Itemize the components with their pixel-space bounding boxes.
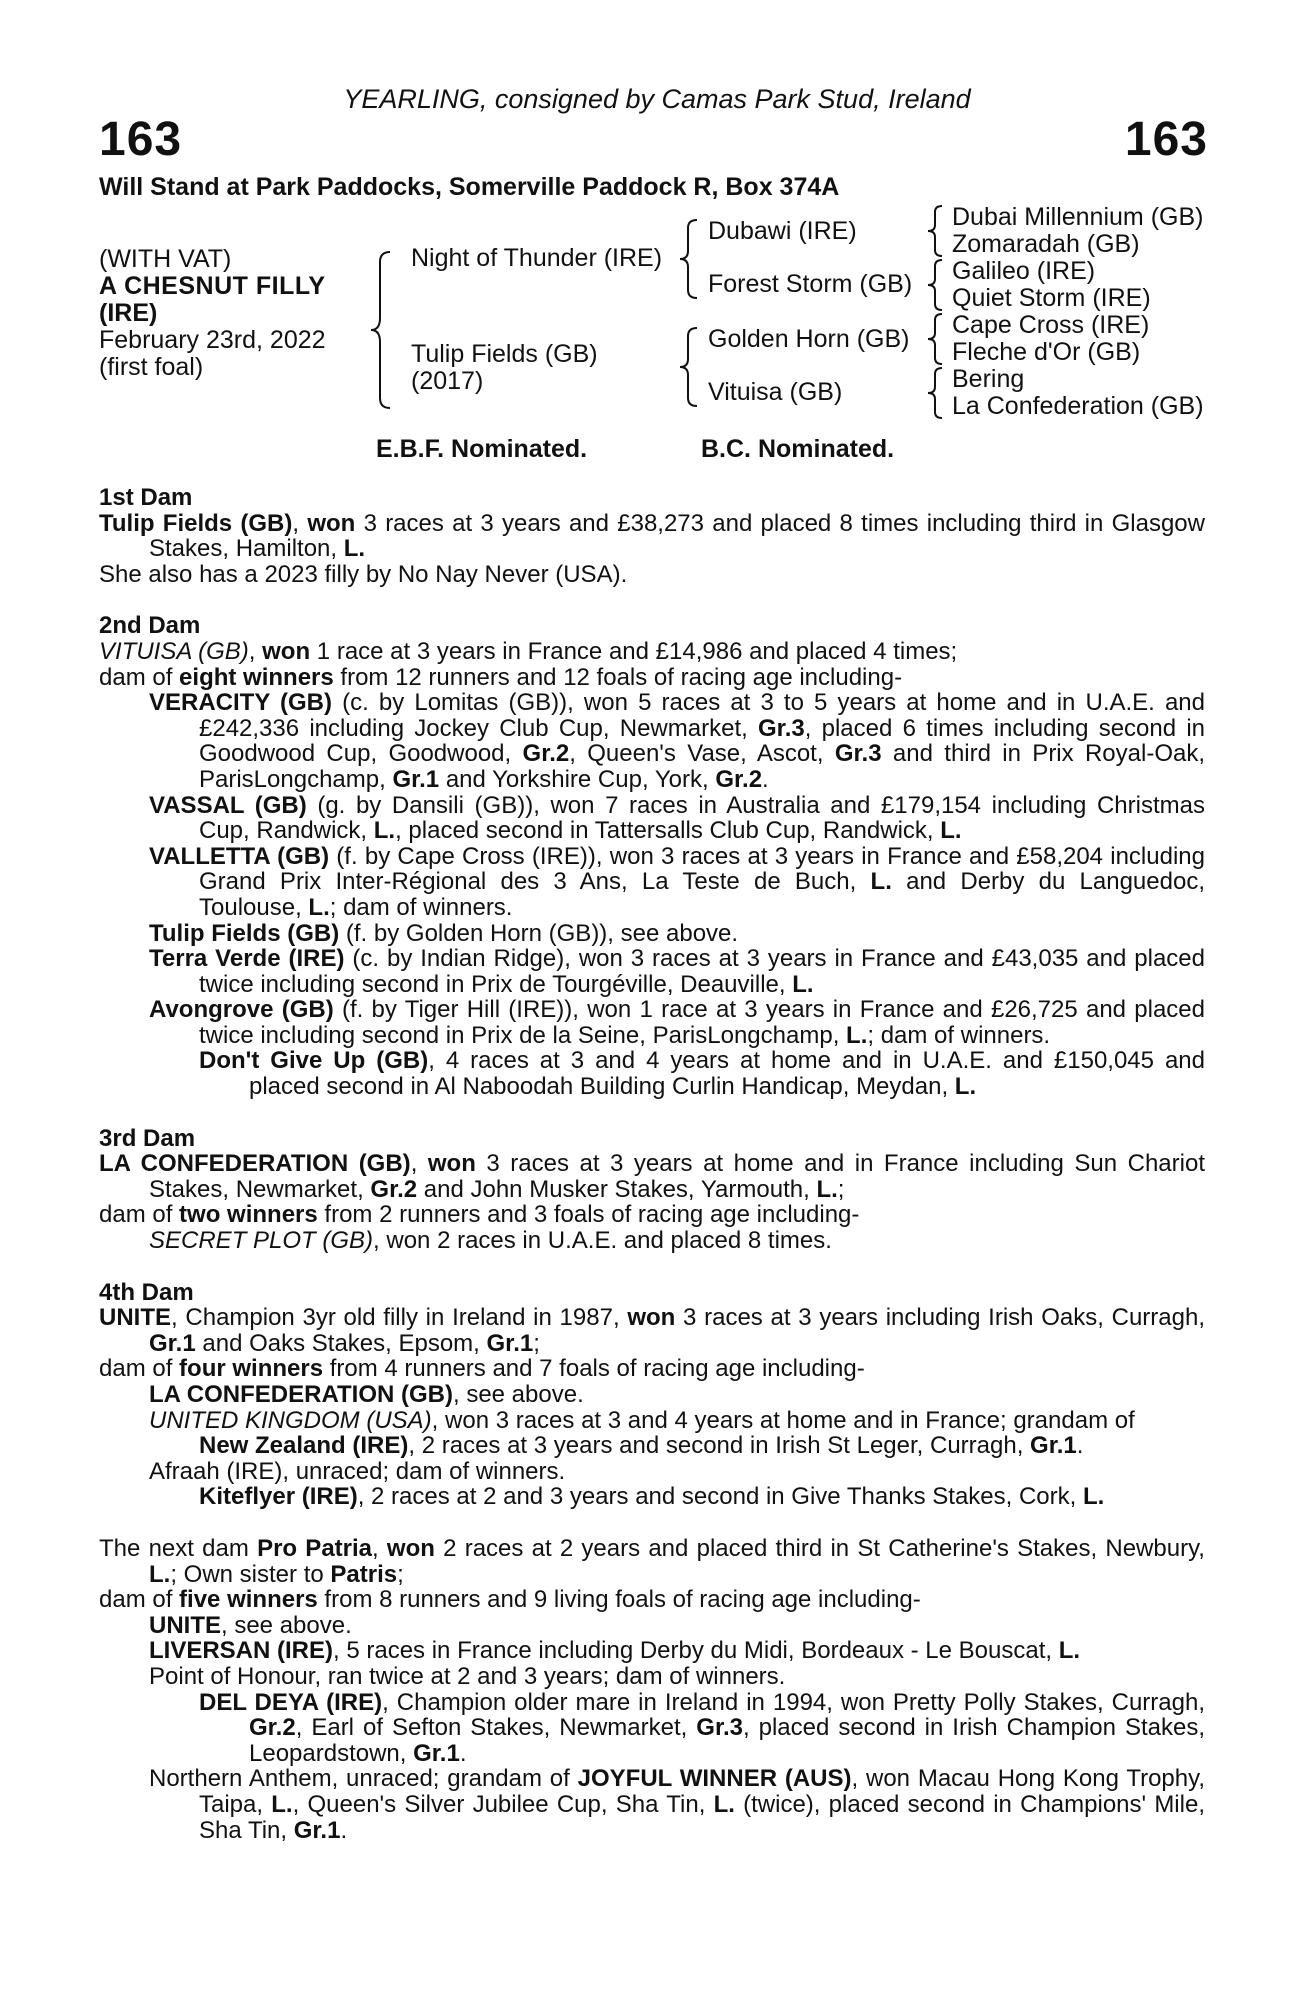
produce-entry: VALLETTA (GB) (f. by Cape Cross (IRE)), won 3 races at 3 years in France and £58,204 including Grand Prix Inter-Régional des 3 Ans, La Teste de Buch, L. and Derby du Languedoc, Toulouse, L.; dam of winners.: [149, 842, 1205, 921]
pedigree-brace-sire: [677, 218, 701, 300]
horse-name: LA CONFEDERATION (GB): [149, 1381, 453, 1408]
horse-name: VITUISA (GB): [99, 637, 249, 665]
horse-name: Don't Give Up (GB): [199, 1047, 429, 1075]
produce-entry: SECRET PLOT (GB), won 2 races in U.A.E. and placed 8 times.: [149, 1227, 832, 1255]
ssd-name: Zomaradah (GB): [952, 230, 1140, 258]
pedigree-brace-dam: [677, 326, 701, 408]
horse-name: VALLETTA (GB): [149, 842, 330, 870]
produce-entry: UNITE, see above.: [149, 1611, 352, 1639]
consignment-line: YEARLING, consigned by Camas Park Stud, Ireland: [343, 84, 971, 114]
sire-dam: Forest Storm (GB): [708, 270, 913, 298]
vat-note: (WITH VAT): [99, 245, 232, 273]
dam-name: Tulip Fields (GB): [411, 340, 598, 368]
produce-entry: VASSAL (GB) (g. by Dansili (GB)), won 7 races in Australia and £179,154 including Christmas Cup, Randwick, L., placed second in Tattersalls Club Cup, Randwick, L.: [149, 791, 1205, 845]
dsd-name: Fleche d'Or (GB): [952, 338, 1141, 366]
lot-number-right: 163: [1124, 113, 1208, 166]
horse-name: UNITED KINGDOM (USA): [149, 1406, 432, 1434]
second-dam-section: [99, 613, 1205, 1099]
grandproduce-entry: Kiteflyer (IRE), 2 races at 2 and 3 years and second in Give Thanks Stakes, Cork, L.: [199, 1483, 1105, 1511]
sds-name: Galileo (IRE): [952, 257, 1096, 285]
dam-note: She also has a 2023 filly by No Nay Never (USA).: [99, 560, 628, 588]
produce-entry: LIVERSAN (IRE), 5 races in France including Derby du Midi, Bordeaux - Le Bouscat, L.: [149, 1637, 1081, 1665]
third-dam-section: [99, 1126, 1205, 1254]
pedigree-brace-3a: [925, 204, 945, 258]
produce-entry: Tulip Fields (GB) (f. by Golden Horn (GB)), see above.: [149, 919, 739, 947]
horse-name: SECRET PLOT (GB): [149, 1227, 374, 1255]
produce-entry: VERACITY (GB) (c. by Lomitas (GB)), won 5 races at 3 to 5 years at home and in U.A.E. and £242,336 including Jockey Club Cup, Newmarket, Gr.3, placed 6 times including second in Goodwood Cup, Goodwood, Gr.2, Queen's Vase, Ascot, Gr.3 and third in Prix Royal-Oak, ParisLongchamp, Gr.1 and Yorkshire Cup, York, Gr.2.: [149, 689, 1206, 793]
dam-entry: LA CONFEDERATION (GB), won 3 races at 3 years at home and in France including Sun Chariot Stakes, Newmarket, Gr.2 and John Musker Stakes, Yarmouth, L.;: [99, 1150, 1205, 1203]
entry-text: 3 races at 3 years and £38,273 and placed 8 times including third in Glasgow Stakes, Hamilton,: [149, 509, 1205, 563]
dam-dam: Vituisa (GB): [708, 378, 843, 406]
grandproduce-entry: Don't Give Up (GB), 4 races at 3 and 4 years at home and in U.A.E. and £150,045 and placed second in Al Naboodah Building Curlin Handicap, Meydan, L.: [199, 1047, 1205, 1101]
stand-location: Will Stand at Park Paddocks, Somerville Paddock R, Box 374A: [99, 173, 840, 201]
horse-name: Kiteflyer (IRE): [199, 1483, 358, 1511]
produce-summary: dam of eight winners from 12 runners and 12 foals of racing age including-: [99, 663, 903, 691]
horse-name: JOYFUL WINNER (AUS): [577, 1765, 852, 1793]
listed-tag: L.: [343, 535, 366, 563]
pedigree-notes: [99, 485, 1205, 1843]
horse-title: A CHESNUT FILLY: [99, 272, 326, 300]
horse-name: VASSAL (GB): [149, 791, 307, 819]
produce-summary: dam of four winners from 4 runners and 7 foals of racing age including-: [99, 1355, 865, 1383]
horse-name: UNITE: [149, 1611, 221, 1639]
dam-entry: The next dam Pro Patria, won 2 races at 2 years and placed third in St Catherine's Stakes, Newbury, L.; Own sister to Patris;: [99, 1534, 1205, 1588]
horse-name: Terra Verde (IRE): [149, 945, 345, 973]
horse-name: LA CONFEDERATION (GB): [99, 1150, 411, 1178]
horse-name: UNITE: [99, 1304, 171, 1332]
won-label: won: [262, 637, 311, 665]
produce-summary: dam of five winners from 8 runners and 9 living foals of racing age including-: [99, 1586, 921, 1614]
ebf-nominated: E.B.F. Nominated.: [376, 435, 588, 463]
sdd-name: Quiet Storm (IRE): [952, 284, 1151, 312]
pedigree-brace-3b: [925, 258, 945, 312]
foaling-date: February 23rd, 2022: [99, 326, 326, 354]
pedigree-brace-3d: [925, 366, 945, 420]
produce-entry: Avongrove (GB) (f. by Tiger Hill (IRE)), won 1 race at 3 years in France and £26,725 and placed twice including second in Prix de la Seine, ParisLongchamp, L.; dam of winners.: [149, 996, 1205, 1049]
sire-sire: Dubawi (IRE): [708, 217, 857, 245]
dam-entry: VITUISA (GB), won 1 race at 3 years in France and £14,986 and placed 4 times;: [99, 637, 958, 665]
horse-name: Tulip Fields (GB): [99, 509, 293, 537]
horse-origin: (IRE): [99, 299, 158, 327]
horse-name: Tulip Fields (GB): [149, 919, 340, 947]
pedigree-brace-3c: [925, 312, 945, 366]
horse-name: DEL DEYA (IRE): [199, 1688, 383, 1716]
dam-entry: Tulip Fields (GB), won 3 races at 3 years and £38,273 and placed 8 times including third in Glasgow Stakes, Hamilton, L.: [99, 509, 1205, 563]
dam-entry: UNITE, Champion 3yr old filly in Ireland in 1987, won 3 races at 3 years including Irish Oaks, Curragh, Gr.1 and Oaks Stakes, Epsom, Gr.1;: [99, 1304, 1206, 1357]
next-dam-section: [99, 1536, 1205, 1843]
produce-entry: LA CONFEDERATION (GB), see above.: [149, 1381, 584, 1408]
produce-entry: Afraah (IRE), unraced; dam of winners.: [149, 1457, 566, 1485]
produce-entry: Point of Honour, ran twice at 2 and 3 years; dam of winners.: [149, 1662, 786, 1690]
dam-year: (2017): [411, 367, 484, 395]
produce-summary: dam of two winners from 2 runners and 3 foals of racing age including-: [99, 1201, 860, 1229]
horse-name: Avongrove (GB): [149, 996, 334, 1024]
entry-text: 1 race at 3 years in France and £14,986 and placed 4 times;: [310, 637, 958, 665]
ddd-name: La Confederation (GB): [952, 392, 1204, 420]
fourth-dam-section: [99, 1280, 1205, 1510]
section-heading: 4th Dam: [99, 1278, 194, 1306]
dam-sire: Golden Horn (GB): [708, 325, 910, 353]
bc-nominated: B.C. Nominated.: [701, 435, 895, 463]
foal-note: (first foal): [99, 353, 204, 381]
first-dam-section: [99, 485, 1205, 587]
lot-number-left: 163: [99, 113, 183, 166]
dds-name: Bering: [952, 365, 1025, 393]
horse-name: VERACITY (GB): [149, 689, 333, 717]
grandproduce-entry: New Zealand (IRE), 2 races at 3 years and second in Irish St Leger, Curragh, Gr.1.: [199, 1432, 1084, 1460]
produce-entry: UNITED KINGDOM (USA), won 3 races at 3 and 4 years at home and in France; grandam of: [149, 1406, 1135, 1434]
section-heading: 2nd Dam: [99, 612, 201, 640]
pedigree-brace-gen1: [368, 250, 396, 410]
horse-name: New Zealand (IRE): [199, 1432, 409, 1460]
dss-name: Cape Cross (IRE): [952, 311, 1150, 339]
horse-name: LIVERSAN (IRE): [149, 1637, 334, 1665]
sire-name: Night of Thunder (IRE): [411, 244, 663, 272]
section-heading: 3rd Dam: [99, 1124, 196, 1152]
won-label: won: [307, 509, 356, 537]
grandproduce-entry: DEL DEYA (IRE), Champion older mare in Ireland in 1994, won Pretty Polly Stakes, Curragh, Gr.2, Earl of Sefton Stakes, Newmarket, Gr.3, placed second in Irish Champion Stakes, Leopardstown, Gr.1.: [199, 1688, 1205, 1767]
sss-name: Dubai Millennium (GB): [952, 203, 1204, 231]
section-heading: 1st Dam: [99, 484, 193, 511]
horse-name: Pro Patria: [257, 1534, 373, 1562]
produce-entry: Northern Anthem, unraced; grandam of JOYFUL WINNER (AUS), won Macau Hong Kong Trophy, Taipa, L., Queen's Silver Jubilee Cup, Sha Tin, L. (twice), placed second in Champions' Mile, Sha Tin, Gr.1.: [149, 1765, 1206, 1844]
produce-entry: Terra Verde (IRE) (c. by Indian Ridge), won 3 races at 3 years in France and £43,035 and placed twice including second in Prix de Tourgéville, Deauville, L.: [149, 945, 1205, 998]
